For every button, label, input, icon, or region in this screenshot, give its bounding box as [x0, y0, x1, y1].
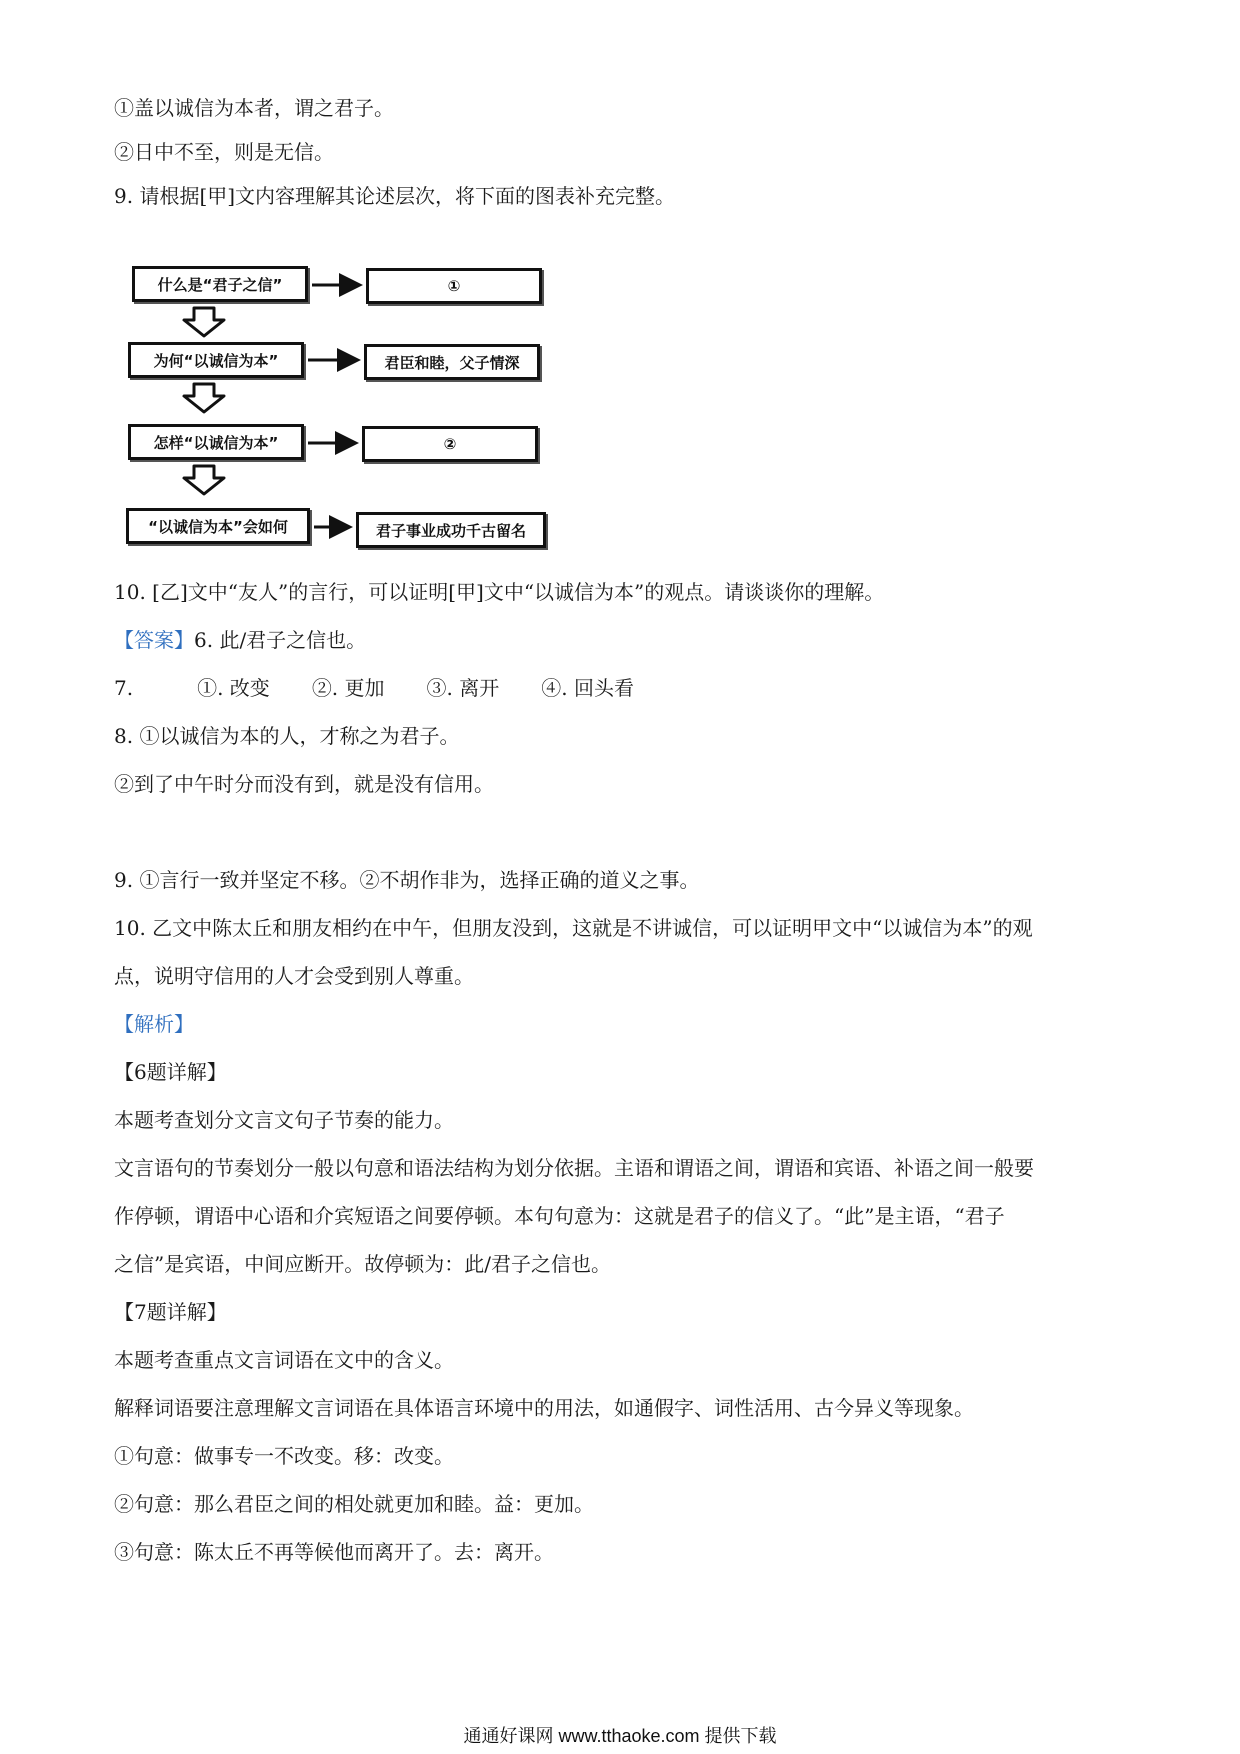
text-line: 文言语句的节奏划分一般以句意和语法结构为划分依据。主语和谓语之间，谓语和宾语、补语之间一般要: [114, 1156, 1034, 1180]
answer-7: 7. ①. 改变 ②. 更加 ③. 离开 ④. 回头看: [114, 676, 634, 700]
question-9: 9. 请根据[甲]文内容理解其论述层次，将下面的图表补充完整。: [114, 184, 676, 208]
question-10: 10. [乙]文中“友人”的言行，可以证明[甲]文中“以诚信为本”的观点。请谈谈你的理解。: [114, 580, 885, 604]
chart-box-outcome: 君子事业成功千古留名: [356, 512, 546, 548]
chart-box-why: 为何“以诚信为本”: [128, 342, 304, 378]
arrow-down-icon: [184, 466, 224, 494]
detail-7-title: 【7题详解】: [114, 1300, 227, 1324]
text-line: ①盖以诚信为本者，谓之君子。: [114, 96, 394, 120]
answer-8-2: ②到了中午时分而没有到，就是没有信用。: [114, 772, 494, 796]
detail-6-title: 【6题详解】: [114, 1060, 227, 1084]
answer-8-1: 8. ①以诚信为本的人，才称之为君子。: [114, 724, 460, 748]
chart-box-blank-1: ①: [366, 268, 542, 304]
chart-box-blank-2: ②: [362, 426, 538, 462]
chart-box-what: 什么是“君子之信”: [132, 266, 308, 302]
chart-box-how: 怎样“以诚信为本”: [128, 424, 304, 460]
answer-10-2: 点，说明守信用的人才会受到别人尊重。: [114, 964, 474, 988]
chart-arrows: [0, 0, 1240, 600]
text-line: ②日中不至，则是无信。: [114, 140, 334, 164]
analysis-tag: 【解析】: [114, 1012, 194, 1036]
chart-box-result: “以诚信为本”会如何: [126, 508, 310, 544]
text-line: 之信”是宾语，中间应断开。故停顿为：此/君子之信也。: [114, 1252, 611, 1276]
text-line: 解释词语要注意理解文言词语在具体语言环境中的用法，如通假字、词性活用、古今异义等现象。: [114, 1396, 974, 1420]
chart-box-reason: 君臣和睦，父子情深: [364, 344, 540, 380]
answer-6: 【答案】6. 此/君子之信也。: [114, 628, 367, 652]
page-footer: 通通好课网 www.tthaoke.com 提供下载: [463, 1726, 777, 1746]
answer-tag: 【答案】: [114, 628, 194, 652]
text-line: 本题考查重点文言词语在文中的含义。: [114, 1348, 454, 1372]
text-line: ②句意：那么君臣之间的相处就更加和睦。益：更加。: [114, 1492, 594, 1516]
arrow-down-icon: [184, 308, 224, 336]
text-line: 作停顿，谓语中心语和介宾短语之间要停顿。本句句意为：这就是君子的信义了。“此”是主语，“君子: [114, 1204, 1005, 1228]
arrow-down-icon: [184, 384, 224, 412]
answer-9: 9. ①言行一致并坚定不移。②不胡作非为，选择正确的道义之事。: [114, 868, 700, 892]
text-line: ①句意：做事专一不改变。移：改变。: [114, 1444, 454, 1468]
answer-10-1: 10. 乙文中陈太丘和朋友相约在中午，但朋友没到，这就是不讲诚信，可以证明甲文中“以诚信为本”的观: [114, 916, 1033, 940]
text-line: ③句意：陈太丘不再等候他而离开了。去：离开。: [114, 1540, 554, 1564]
text-line: 本题考查划分文言文句子节奏的能力。: [114, 1108, 454, 1132]
